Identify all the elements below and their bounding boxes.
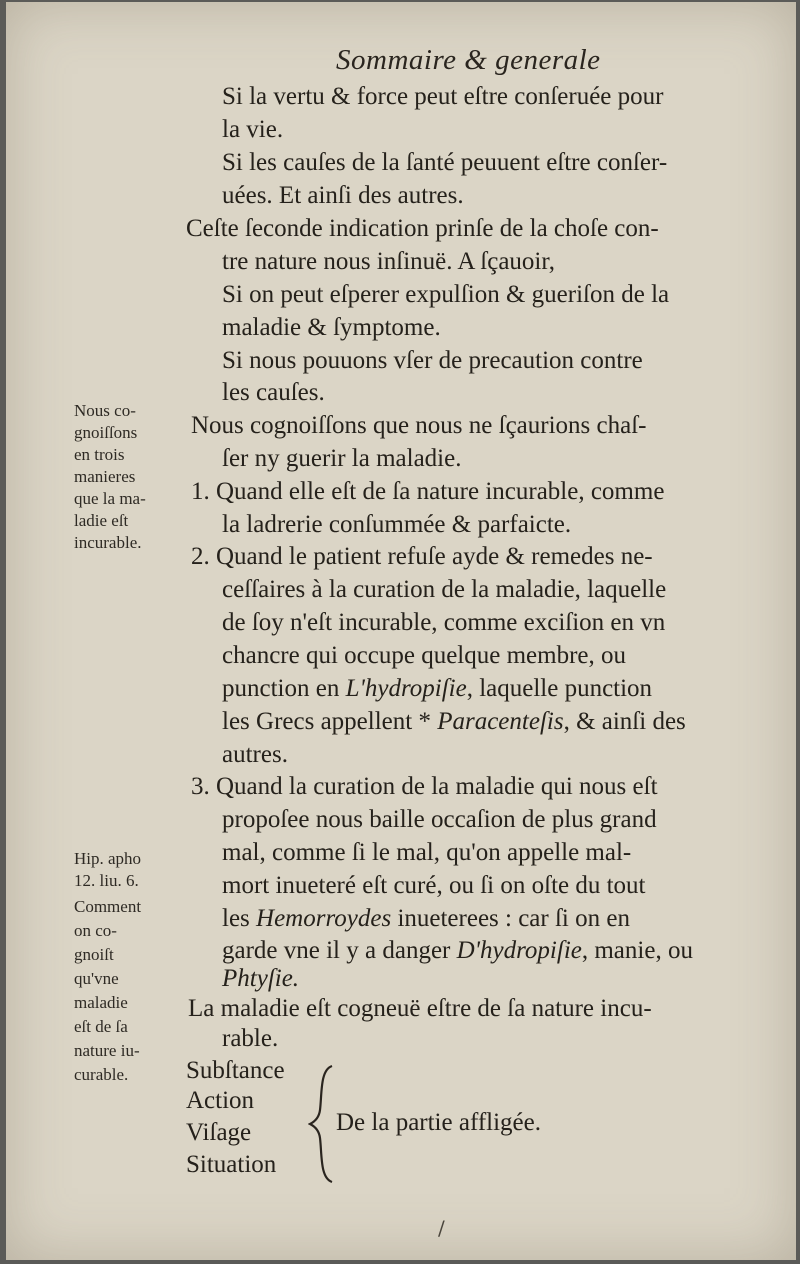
text-line: Nous cognoiſſons que nous ne ſçaurions chaſ- <box>191 412 647 439</box>
margin-note: on co- <box>74 921 117 940</box>
text-span: les <box>222 905 257 932</box>
margin-note: 12. liu. 6. <box>74 871 139 890</box>
text-line <box>222 936 693 966</box>
text-line <box>222 707 686 737</box>
margin-note: gnoiſt <box>74 945 114 964</box>
text-line: la ladrerie conſummée & parfaicte. <box>222 511 572 538</box>
text-line: propoſee nous baille occaſion de plus grand <box>222 806 657 833</box>
margin-note: en trois <box>74 445 125 464</box>
list-term: Viſage <box>186 1119 252 1146</box>
running-header: Sommaire & generale <box>336 44 601 76</box>
text-span: , laquelle punction <box>466 675 653 702</box>
text-span: les Grecs appellent * <box>222 708 438 735</box>
text-line: rable. <box>222 1025 279 1052</box>
text-line: autres. <box>222 741 288 768</box>
text-span: inueterees : car ſi on en <box>391 905 630 932</box>
italic-term: L'hydropiſie <box>345 675 467 702</box>
text-line: La maladie eſt cogneuë eſtre de ſa nature incu- <box>188 995 652 1022</box>
book-page <box>6 2 796 1260</box>
text-line <box>222 904 630 934</box>
italic-term: Paracenteſis <box>437 708 564 735</box>
margin-note: incurable. <box>74 533 142 552</box>
text-line: uées. Et ainſi des autres. <box>222 182 464 209</box>
text-line: 3. Quand la curation de la maladie qui nous eſt <box>191 773 658 800</box>
margin-note: ladie eſt <box>74 511 129 530</box>
text-line: 2. Quand le patient refuſe ayde & remedes ne- <box>191 543 653 570</box>
margin-note: eſt de ſa <box>74 1017 128 1036</box>
text-line: mal, comme ſi le mal, qu'on appelle mal- <box>222 839 632 866</box>
italic-term: D'hydropiſie <box>456 937 582 964</box>
text-line: Si la vertu & force peut eſtre conſeruée pour <box>222 83 664 110</box>
margin-note: Hip. apho <box>74 849 142 868</box>
brace-label: De la partie affligée. <box>336 1109 541 1136</box>
text-span: garde vne il y a danger <box>222 937 457 964</box>
margin-note: maladie <box>74 993 128 1012</box>
list-term: Action <box>186 1087 255 1114</box>
margin-note: Comment <box>74 897 142 916</box>
text-line: ceſſaires à la curation de la maladie, laquelle <box>222 576 667 603</box>
text-span: , & ainſi des <box>563 708 686 735</box>
text-line: Si les cauſes de la ſanté peuuent eſtre conſer- <box>222 149 668 176</box>
margin-note: gnoiſſons <box>74 423 138 442</box>
text-line: la vie. <box>222 116 284 143</box>
text-line: chancre qui occupe quelque membre, ou <box>222 642 626 669</box>
ink-mark: / <box>438 1216 445 1240</box>
list-term: Subſtance <box>186 1057 285 1084</box>
margin-note: qu'vne <box>74 969 119 988</box>
text-line: tre nature nous inſinuë. A ſçauoir, <box>222 248 555 275</box>
margin-note: manieres <box>74 467 136 486</box>
text-line: Ceſte ſeconde indication prinſe de la choſe con- <box>186 215 659 242</box>
text-line: Phtyſie. <box>222 965 300 992</box>
margin-note: que la ma- <box>74 489 146 508</box>
text-line: maladie & ſymptome. <box>222 314 441 341</box>
margin-note: curable. <box>74 1065 129 1084</box>
text-line: les cauſes. <box>222 379 325 406</box>
text-line: Si nous pouuons vſer de precaution contre <box>222 347 643 374</box>
margin-note: Nous co- <box>74 401 136 420</box>
text-line: mort inueteré eſt curé, ou ſi on oſte du tout <box>222 872 646 899</box>
text-line: 1. Quand elle eſt de ſa nature incurable, comme <box>191 478 665 505</box>
list-term: Situation <box>186 1151 277 1178</box>
text-line: Si on peut eſperer expulſion & gueriſon de la <box>222 281 670 308</box>
text-span: punction en <box>222 675 346 702</box>
text-line: ſer ny guerir la maladie. <box>222 445 462 472</box>
text-line <box>222 674 652 704</box>
italic-term: Hemorroydes <box>256 905 392 932</box>
text-span: , manie, ou <box>581 937 693 964</box>
margin-note: nature iu- <box>74 1041 140 1060</box>
text-line: de ſoy n'eſt incurable, comme exciſion en vn <box>222 609 666 636</box>
